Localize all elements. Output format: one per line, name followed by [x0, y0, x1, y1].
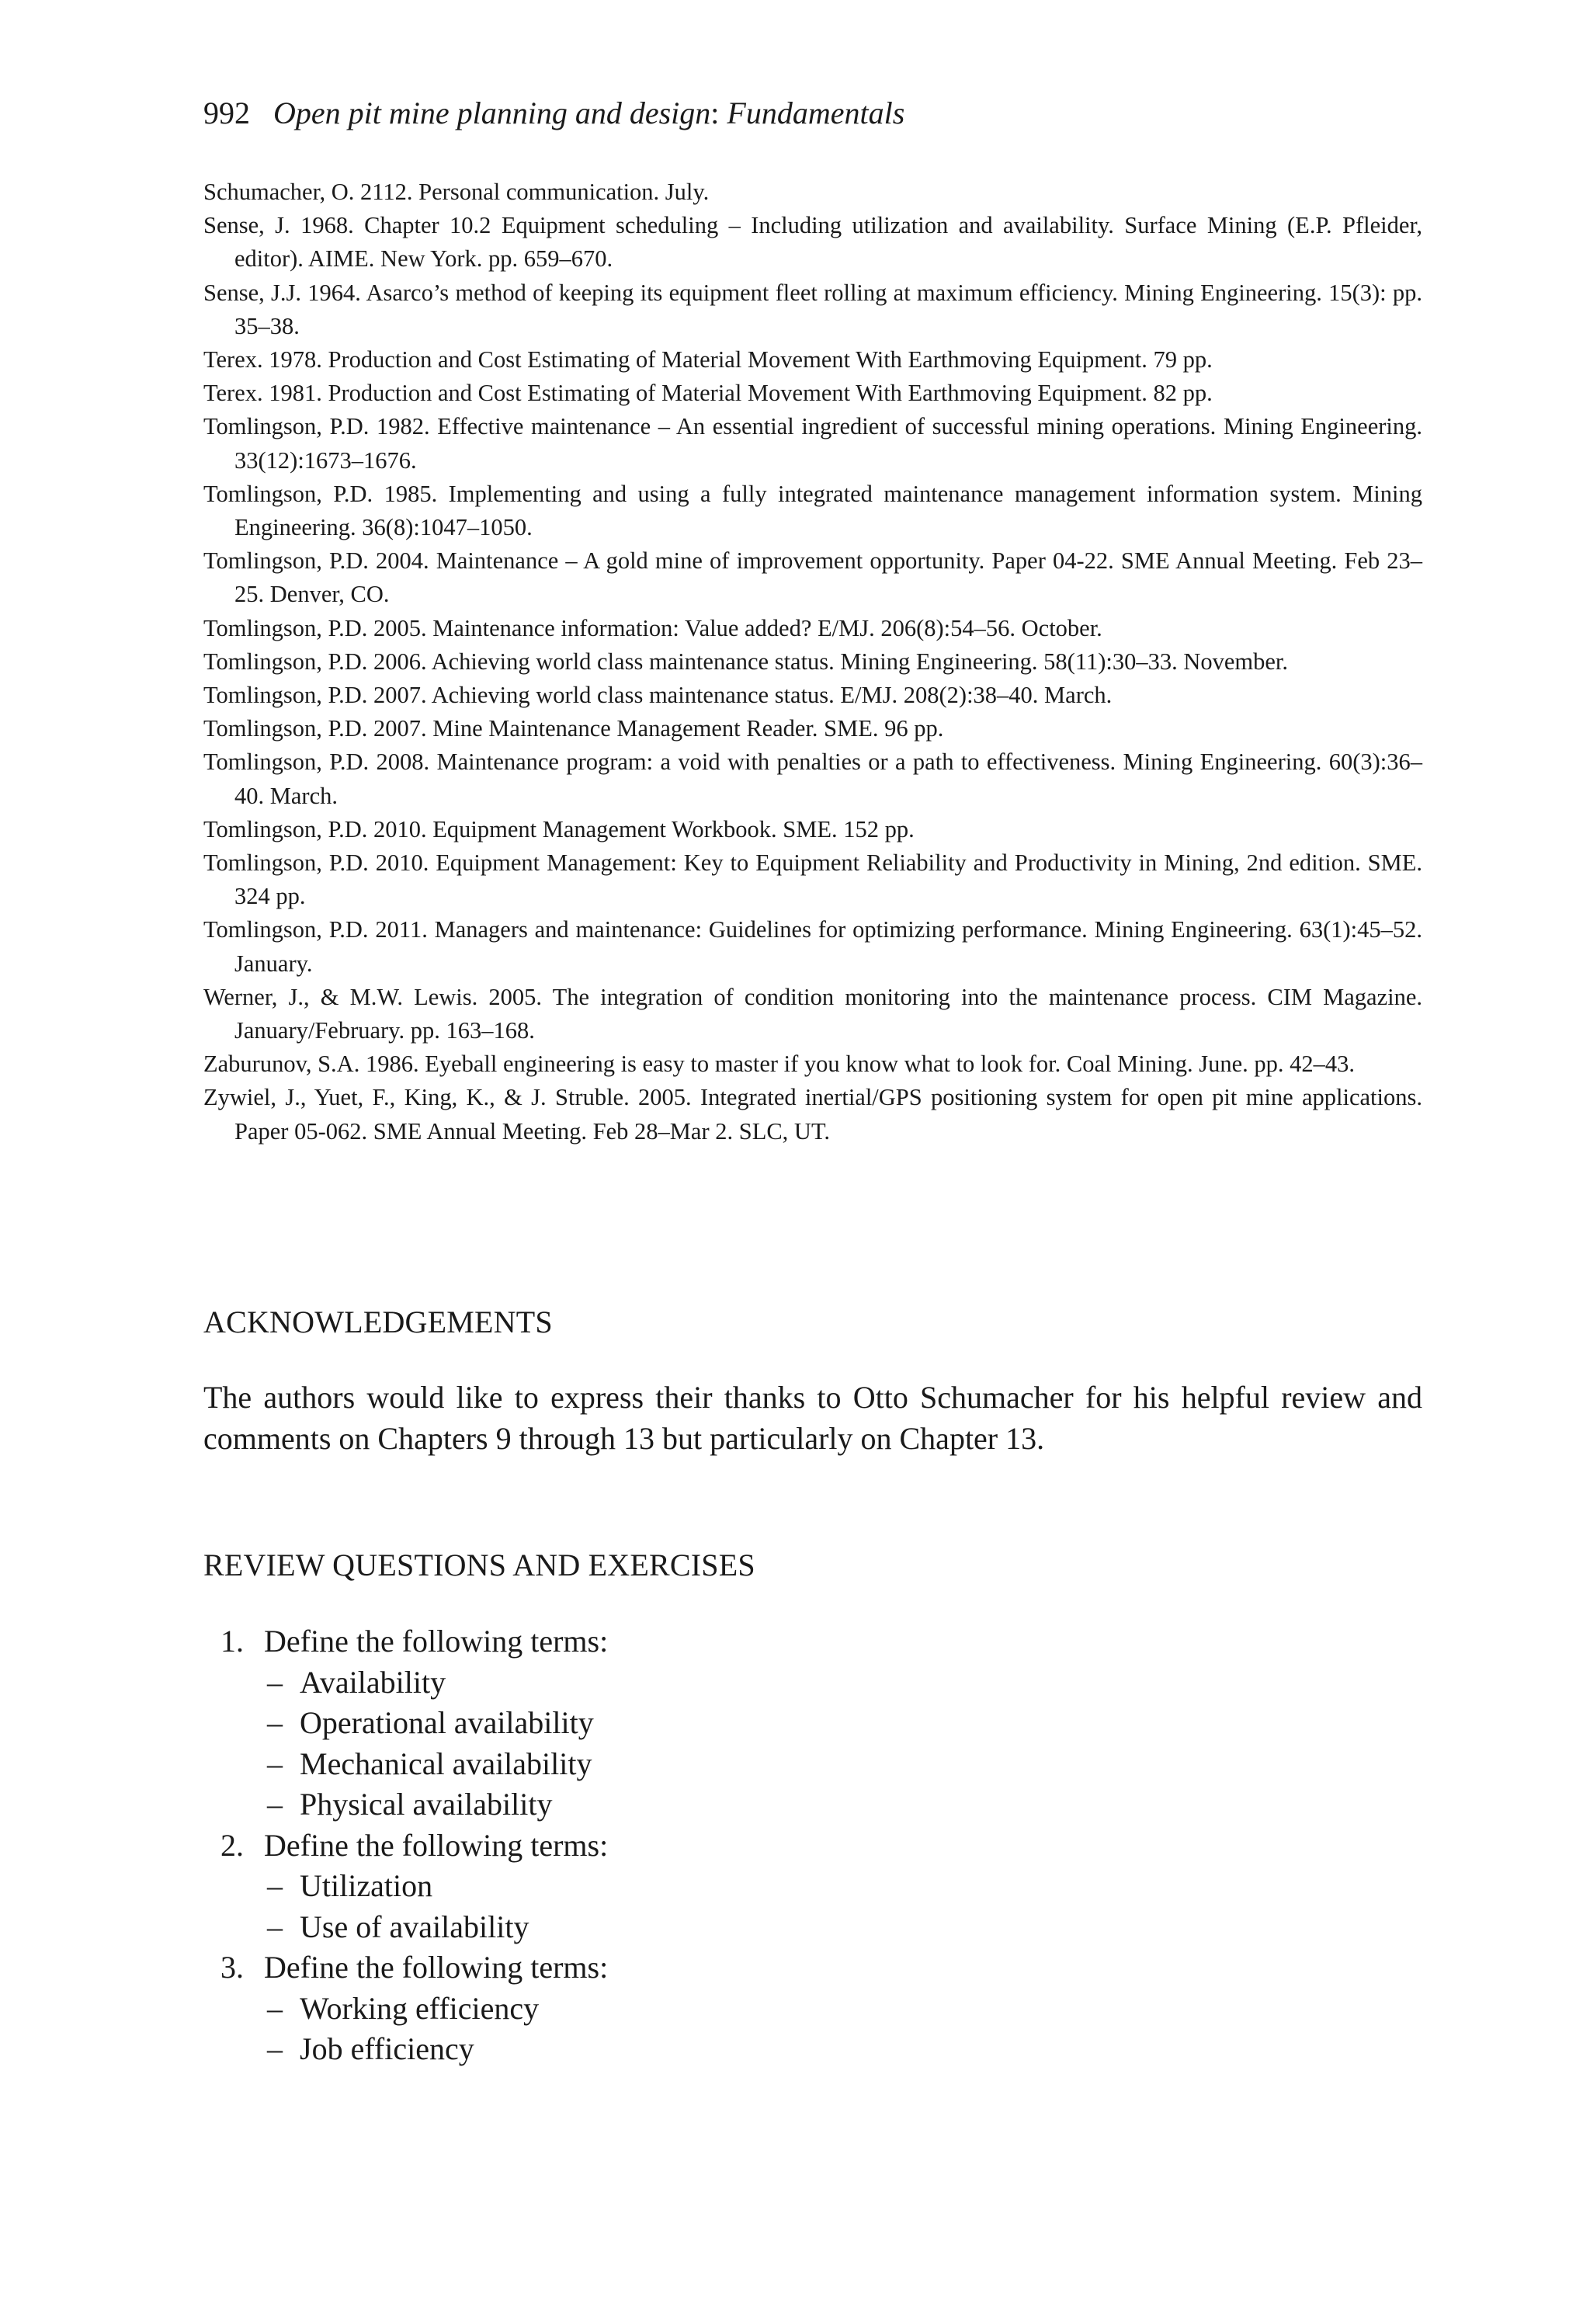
reference-item: Terex. 1981. Production and Cost Estimating of Material Movement With Earthmoving Equipment. 82 pp. — [203, 380, 1213, 407]
term-text: Job efficiency — [300, 2031, 474, 2066]
question-list — [203, 1621, 608, 2070]
term-item — [203, 1744, 608, 1785]
acknowledgements-heading: ACKNOWLEDGEMENTS — [203, 1304, 553, 1339]
term-item — [203, 1703, 608, 1744]
term-text: Availability — [300, 1664, 446, 1700]
term-item — [203, 1784, 608, 1826]
term-list — [203, 1989, 608, 2070]
dash: – — [267, 1787, 283, 1822]
title-separator: : — [710, 96, 720, 130]
reference-item: Sense, J.J. 1964. Asarco’s method of keeping its equipment fleet rolling at maximum efficiency. Mining Engineering. 15(3): pp. 35–38. — [203, 279, 1422, 339]
question-text: Define the following terms: — [264, 1827, 609, 1863]
reference-item: Tomlingson, P.D. 2005. Maintenance information: Value added? E/MJ. 206(8):54–56. October. — [203, 614, 1102, 641]
term-list — [203, 1866, 608, 1947]
reference-item: Tomlingson, P.D. 2010. Equipment Management: Key to Equipment Reliability and Productivity in Mining, 2nd edition. SME. 324 pp. — [203, 849, 1422, 910]
reference-item: Tomlingson, P.D. 2006. Achieving world class maintenance status. Mining Engineering. 58(11):30–33. November. — [203, 648, 1288, 675]
reference-item: Tomlingson, P.D. 2011. Managers and maintenance: Guidelines for optimizing performance. Mining Engineering. 63(1):45–52. January. — [203, 916, 1422, 977]
reference-item: Tomlingson, P.D. 1985. Implementing and using a fully integrated maintenance management information system. Mining Engineering. 36(8):1047–1050. — [203, 480, 1422, 541]
dash: – — [267, 1664, 283, 1700]
term-text: Operational availability — [300, 1705, 594, 1740]
term-text: Physical availability — [300, 1787, 553, 1822]
question-number: 2. — [220, 1827, 244, 1863]
dash: – — [267, 1746, 283, 1781]
term-list — [203, 1662, 608, 1826]
reference-item: Werner, J., & M.W. Lewis. 2005. The integration of condition monitoring into the maintenance process. CIM Magazine. January/February. pp. 163–168. — [203, 983, 1422, 1044]
term-item — [203, 1866, 608, 1907]
reference-item: Sense, J. 1968. Chapter 10.2 Equipment scheduling – Including utilization and availability. Surface Mining (E.P. Pfleider, editor). AIME. New York. pp. 659–670. — [203, 212, 1422, 273]
reference-item: Zywiel, J., Yuet, F., King, K., & J. Struble. 2005. Integrated inertial/GPS positioning system for open pit mine applications. Paper 05-062. SME Annual Meeting. Feb 28–Mar 2. SLC, UT. — [203, 1084, 1422, 1145]
reference-item: Tomlingson, P.D. 1982. Effective maintenance – An essential ingredient of successful mining operations. Mining Engineering. 33(12):1673–1676. — [203, 413, 1422, 474]
reference-item: Tomlingson, P.D. 2008. Maintenance program: a void with penalties or a path to effectiveness. Mining Engineering. 60(3):36–40. March. — [203, 749, 1422, 809]
term-text: Working efficiency — [300, 1990, 540, 2026]
book-title-main: Open pit mine planning and design — [273, 96, 711, 130]
question-item — [203, 1621, 608, 1826]
reference-item: Schumacher, O. 2112. Personal communication. July. — [203, 179, 710, 205]
term-item — [203, 1907, 608, 1948]
acknowledgements-text: The authors would like to express their thanks to Otto Schumacher for his helpful review and comments on Chapters 9 through 13 but particularly on Chapter 13. — [203, 1380, 1422, 1456]
dash: – — [267, 2031, 283, 2066]
question-text: Define the following terms: — [264, 1624, 609, 1659]
reference-item: Tomlingson, P.D. 2007. Achieving world class maintenance status. E/MJ. 208(2):38–40. March. — [203, 682, 1113, 709]
book-title — [273, 96, 904, 130]
dash: – — [267, 1990, 283, 2026]
reference-item: Tomlingson, P.D. 2010. Equipment Management Workbook. SME. 152 pp. — [203, 815, 915, 842]
page-number: 992 — [203, 96, 250, 130]
dash: – — [267, 1705, 283, 1740]
reference-item: Terex. 1978. Production and Cost Estimating of Material Movement With Earthmoving Equipment. 79 pp. — [203, 346, 1213, 373]
dash: – — [267, 1909, 283, 1944]
review-heading: REVIEW QUESTIONS AND EXERCISES — [203, 1548, 755, 1582]
reference-item: Zaburunov, S.A. 1986. Eyeball engineering is easy to master if you know what to look for. Coal Mining. June. pp. 42–43. — [203, 1051, 1355, 1078]
reference-list — [203, 175, 1422, 1148]
dash: – — [267, 1868, 283, 1903]
question-item — [203, 1826, 608, 1948]
term-text: Mechanical availability — [300, 1746, 592, 1781]
question-number: 1. — [220, 1624, 244, 1659]
term-text: Utilization — [300, 1868, 433, 1903]
book-subtitle: Fundamentals — [727, 96, 905, 130]
term-item — [203, 1989, 608, 2030]
question-text: Define the following terms: — [264, 1950, 609, 1985]
term-item — [203, 1662, 608, 1704]
term-text: Use of availability — [300, 1909, 529, 1944]
term-item — [203, 2029, 608, 2070]
reference-item: Tomlingson, P.D. 2004. Maintenance – A gold mine of improvement opportunity. Paper 04-22. SME Annual Meeting. Feb 23–25. Denver, CO. — [203, 547, 1422, 608]
reference-item: Tomlingson, P.D. 2007. Mine Maintenance Management Reader. SME. 96 pp. — [203, 715, 944, 742]
question-item — [203, 1947, 608, 2070]
question-number: 3. — [220, 1950, 244, 1985]
running-header — [203, 92, 904, 135]
